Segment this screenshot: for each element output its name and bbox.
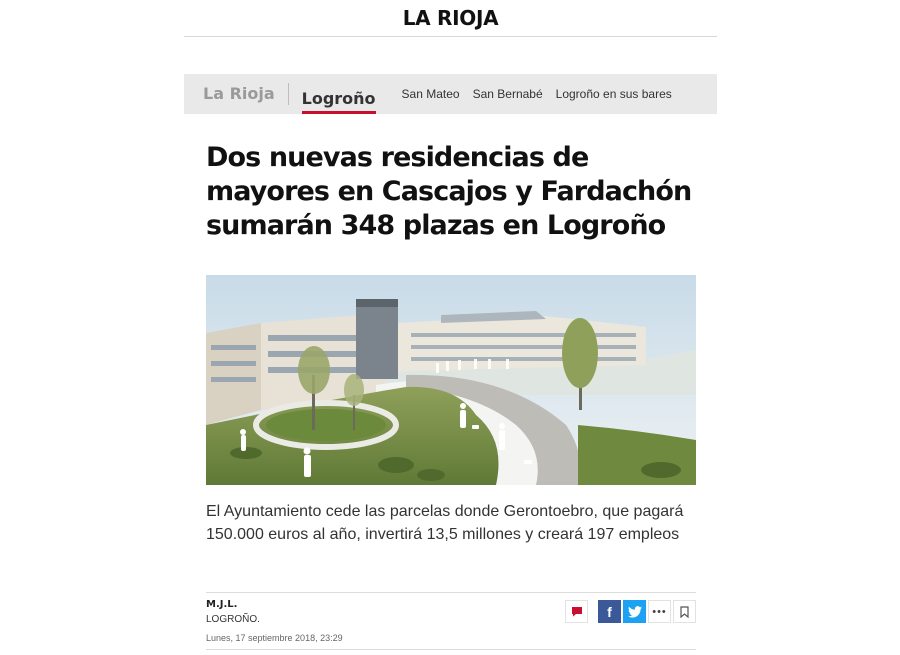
facebook-icon: f — [607, 603, 612, 620]
nav-subsections — [402, 87, 672, 101]
publish-date: Lunes, 17 septiembre 2018, 23:29 — [206, 633, 343, 643]
article-headline: Dos nuevas residencias de mayores en Cascajos y Fardachón sumarán 348 plazas en Logroño — [206, 142, 692, 241]
nav-link-san-bernabe[interactable]: San Bernabé — [472, 87, 543, 101]
nav-link-san-mateo[interactable]: San Mateo — [401, 87, 460, 101]
more-options-button[interactable] — [648, 600, 671, 623]
save-article-button[interactable] — [673, 600, 696, 623]
masthead — [184, 0, 717, 37]
twitter-share-button[interactable] — [623, 600, 646, 623]
article-byline — [206, 592, 696, 650]
twitter-icon — [628, 606, 642, 618]
article-hero-image[interactable] — [206, 275, 696, 485]
article-location: LOGROÑO. — [206, 614, 260, 625]
facebook-share-button[interactable] — [598, 600, 621, 623]
nav-parent-section[interactable]: La Rioja — [203, 83, 289, 105]
comment-button[interactable] — [565, 600, 588, 623]
nav-current-section[interactable]: Logroño — [302, 74, 376, 114]
comment-icon — [571, 606, 583, 617]
architectural-rendering — [206, 275, 696, 485]
article-subhead: El Ayuntamiento cede las parcelas donde Gerontoebro, que pagará 150.000 euros al año, invertirá 13,5 millones y creará 197 empleos — [206, 503, 684, 543]
nav-link-logrono-bares[interactable]: Logroño en sus bares — [555, 87, 672, 101]
bookmark-icon — [680, 606, 689, 618]
share-toolbar — [563, 600, 696, 623]
author-name[interactable]: M.J.L. — [206, 599, 238, 610]
more-icon: ••• — [652, 605, 667, 618]
site-logo[interactable]: LA RIOJA — [402, 6, 499, 30]
section-nav — [184, 74, 717, 114]
